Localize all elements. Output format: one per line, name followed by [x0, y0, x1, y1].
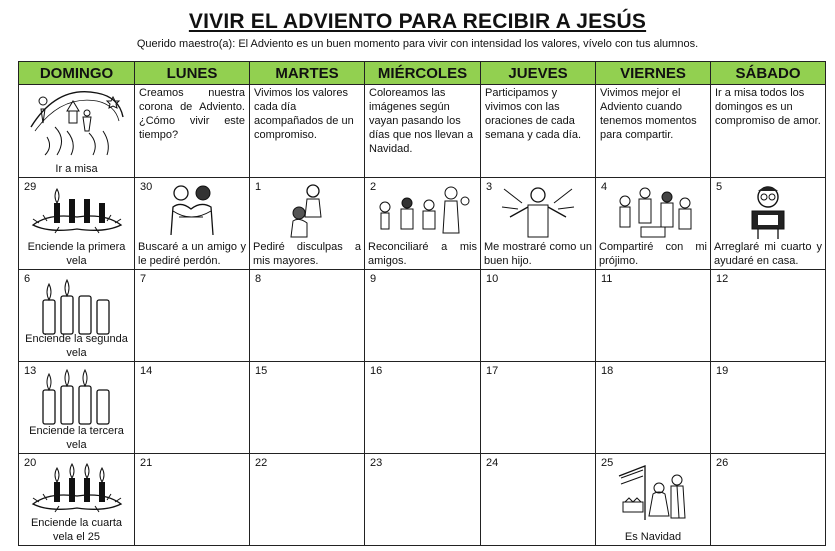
header-domingo: DOMINGO: [19, 62, 135, 85]
sharing-group-illustration: [613, 183, 693, 239]
intro-monday-text: Creamos nuestra corona de Adviento. ¿Cómo vivir este tiempo?: [139, 87, 245, 141]
day-cell: [250, 270, 365, 362]
church-mass-illustration: [27, 87, 127, 157]
day-cell: [711, 454, 826, 546]
day-number: 23: [370, 457, 383, 469]
apology-illustration: [277, 183, 337, 239]
day-cell: [365, 362, 481, 454]
day-cell: [135, 454, 250, 546]
day-caption: Enciende la tercera vela: [29, 425, 124, 451]
day-caption: Compartiré con mi prójimo.: [599, 241, 707, 267]
boy-reading-illustration: [740, 183, 796, 241]
intro-wednesday-text: Coloreamos las imágenes según vayan pasando los días que nos llevan a Navidad.: [369, 87, 473, 155]
week-2-row: [19, 270, 826, 362]
day-cell: [711, 270, 826, 362]
day-number: 1: [255, 181, 262, 193]
intro-thursday-text: Participamos y vivimos con las oraciones de cada semana y cada día.: [485, 87, 582, 141]
day-cell: [365, 270, 481, 362]
day-cell: [19, 270, 135, 362]
day-number: 26: [716, 457, 729, 469]
intro-monday-cell: [135, 85, 250, 178]
day-cell: [135, 178, 250, 270]
day-number: 5: [716, 181, 723, 193]
intro-tuesday-text: Vivimos los valores cada día acompañados de un compromiso.: [254, 87, 354, 141]
day-number: 6: [24, 273, 31, 285]
day-number: 7: [140, 273, 147, 285]
day-caption: Reconciliaré a mis amigos.: [368, 241, 477, 267]
day-number: 21: [140, 457, 153, 469]
day-cell: [481, 270, 596, 362]
intro-saturday-text: Ir a misa todos los domingos es un compromiso de amor.: [715, 87, 821, 127]
candles-three-lit-icon: [39, 368, 115, 426]
day-cell: [19, 178, 135, 270]
week-4-row: [19, 454, 826, 546]
header-lunes: LUNES: [135, 62, 250, 85]
intro-sunday-cell: [19, 85, 135, 178]
day-cell: [135, 362, 250, 454]
day-number: 18: [601, 365, 614, 377]
day-number: 20: [24, 457, 37, 469]
day-number: 11: [601, 273, 613, 285]
day-number: 19: [716, 365, 729, 377]
day-cell: [365, 454, 481, 546]
day-number: 17: [486, 365, 499, 377]
hug-friends-illustration: [157, 183, 227, 237]
day-number: 10: [486, 273, 499, 285]
day-caption: Enciende la primera vela: [27, 241, 126, 267]
intro-row: [19, 85, 826, 178]
intro-friday-cell: [596, 85, 711, 178]
day-number: 9: [370, 273, 377, 285]
day-cell: [596, 454, 711, 546]
day-number: 2: [370, 181, 377, 193]
day-cell: [481, 454, 596, 546]
day-caption: Enciende la segunda vela: [25, 333, 128, 359]
week-3-row: [19, 362, 826, 454]
day-cell: [250, 362, 365, 454]
page-title: VIVIR EL ADVIENTO PARA RECIBIR A JESÚS: [188, 10, 647, 33]
day-number: 30: [140, 181, 153, 193]
day-number: 4: [601, 181, 608, 193]
day-caption: Pediré disculpas a mis mayores.: [253, 241, 361, 267]
day-cell: [481, 178, 596, 270]
day-cell: [596, 362, 711, 454]
advent-calendar-table: [18, 61, 826, 546]
day-number: 24: [486, 457, 499, 469]
day-caption: Enciende la cuarta vela el 25: [30, 517, 123, 543]
candles-two-lit-icon: [39, 278, 115, 336]
day-number: 12: [716, 273, 729, 285]
intro-thursday-cell: [481, 85, 596, 178]
nativity-scene-illustration: [615, 462, 691, 522]
page-subtitle: Querido maestro(a): El Adviento es un buen momento para vivir con intensidad los valores, vívelo con tus alumnos.: [136, 38, 699, 50]
day-number: 29: [24, 181, 37, 193]
header-sabado: SÁBADO: [711, 62, 826, 85]
day-cell: [365, 178, 481, 270]
day-number: 22: [255, 457, 268, 469]
day-cell: [711, 362, 826, 454]
day-cell: [596, 270, 711, 362]
day-cell: [596, 178, 711, 270]
wreath-four-candles-icon: [29, 462, 125, 514]
day-cell: [250, 178, 365, 270]
day-cell: [711, 178, 826, 270]
intro-friday-text: Vivimos mejor el Adviento cuando tenemos momentos para compartir.: [600, 87, 697, 141]
day-cell: [19, 362, 135, 454]
day-cell: [135, 270, 250, 362]
intro-saturday-cell: [711, 85, 826, 178]
header-jueves: JUEVES: [481, 62, 596, 85]
day-caption: Me mostraré como un buen hijo.: [484, 241, 592, 267]
day-number: 16: [370, 365, 383, 377]
intro-sunday-caption: Ir a misa: [55, 163, 98, 175]
day-number: 13: [24, 365, 37, 377]
day-caption: Buscaré a un amigo y le pediré perdón.: [138, 241, 246, 267]
wreath-one-candle-icon: [29, 183, 125, 235]
day-number: 8: [255, 273, 262, 285]
intro-tuesday-cell: [250, 85, 365, 178]
child-open-arms-illustration: [498, 183, 578, 239]
day-caption: Es Navidad: [624, 531, 682, 543]
day-number: 14: [140, 365, 153, 377]
intro-wednesday-cell: [365, 85, 481, 178]
group-of-friends-illustration: [373, 183, 473, 239]
header-row: [19, 62, 826, 85]
day-caption: Arreglaré mi cuarto y ayudaré en casa.: [714, 241, 822, 267]
header-martes: MARTES: [250, 62, 365, 85]
week-1-row: [19, 178, 826, 270]
header-viernes: VIERNES: [596, 62, 711, 85]
day-cell: [250, 454, 365, 546]
header-miercoles: MIÉRCOLES: [365, 62, 481, 85]
day-number: 15: [255, 365, 268, 377]
day-number: 3: [486, 181, 493, 193]
day-cell: [481, 362, 596, 454]
day-number: 25: [601, 457, 614, 469]
day-cell: [19, 454, 135, 546]
